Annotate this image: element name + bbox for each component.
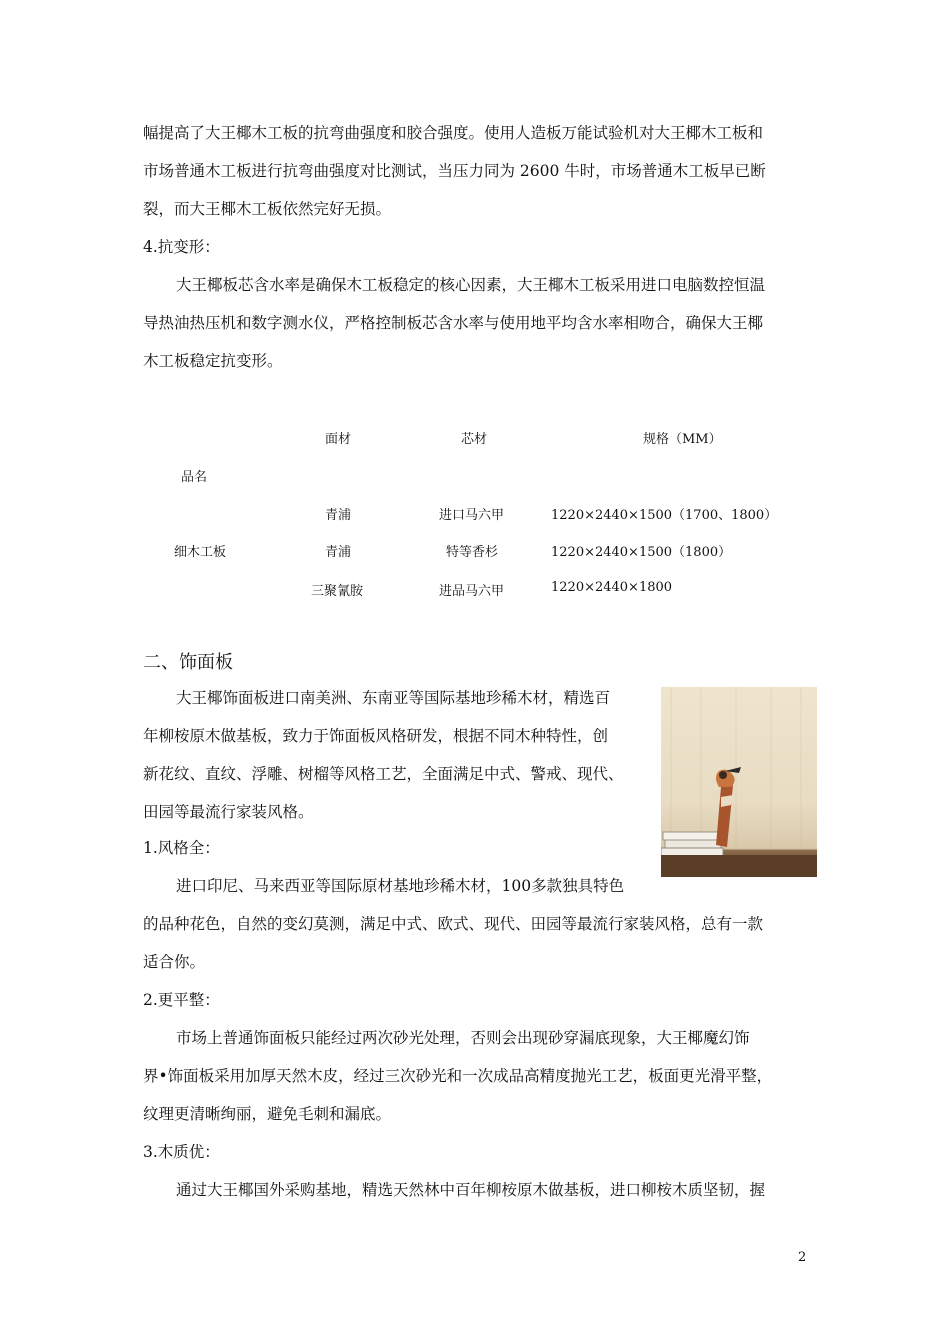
item-heading: 3.木质优： (143, 1143, 220, 1161)
text-line: 裂，而大王椰木工板依然完好无损。 (143, 200, 392, 218)
section-heading: 4.抗变形： (143, 238, 220, 256)
paragraph-strength (143, 114, 823, 228)
section-anti-deformation (143, 228, 823, 380)
table-cell: 青浦 (325, 545, 352, 560)
text-line: 通过大王椰国外采购基地，精选天然林中百年柳桉原木做基板，进口柳桉木质坚韧，握 (176, 1181, 766, 1199)
text-line: 市场上普通饰面板只能经过两次砂光处理，否则会出现砂穿漏底现象，大王椰魔幻饰 (176, 1029, 750, 1047)
table-cell: 1220×2440×1800 (551, 580, 673, 595)
section-heading-veneer: 二、饰面板 (143, 652, 233, 673)
text-line: 界•饰面板采用加厚天然木皮，经过三次砂光和一次成品高精度抛光工艺，板面更光滑平整， (143, 1067, 773, 1085)
table-header-name: 品名 (181, 470, 208, 485)
text-line: 木工板稳定抗变形。 (143, 352, 283, 370)
table-cell: 1220×2440×1500（1800） (551, 545, 732, 560)
text-line: 进口印尼、马来西亚等国际原材基地珍稀木材，100多款独具特色 (176, 877, 625, 895)
text-line: 新花纹、直纹、浮雕、树榴等风格工艺，全面满足中式、警戒、现代、 (143, 765, 624, 783)
item-heading: 2.更平整： (143, 991, 220, 1009)
table-product-name: 细木工板 (174, 545, 227, 560)
item-style (143, 829, 823, 981)
text-line: 的品种花色，自然的变幻莫测，满足中式、欧式、现代、田园等最流行家装风格，总有一款 (143, 915, 764, 933)
text-line: 年柳桉原木做基板，致力于饰面板风格研发，根据不同木种特性，创 (143, 727, 609, 745)
text-line: 幅提高了大王椰木工板的抗弯曲强度和胶合强度。使用人造板万能试验机对大王椰木工板和 (143, 124, 764, 142)
table-header-material: 面材 (325, 432, 352, 447)
page-number: 2 (798, 1250, 807, 1265)
text-line: 市场普通木工板进行抗弯曲强度对比测试，当压力同为 2600 牛时，市场普通木工板早已断 (143, 162, 766, 180)
table-cell: 三聚氰胺 (311, 584, 364, 599)
table-cell: 进口马六甲 (439, 508, 505, 523)
text-line: 适合你。 (143, 953, 206, 971)
paragraph-veneer-intro (143, 679, 663, 831)
text-line: 大王椰饰面板进口南美洲、东南亚等国际基地珍稀木材，精选百 (176, 689, 611, 707)
table-header-spec: 规格（MM） (643, 432, 722, 447)
text-line: 田园等最流行家装风格。 (143, 803, 314, 821)
item-wood-quality (143, 1133, 823, 1209)
table-cell: 1220×2440×1500（1700、1800） (551, 508, 778, 523)
text-line: 大王椰板芯含水率是确保木工板稳定的核心因素，大王椰木工板采用进口电脑数控恒温 (176, 276, 766, 294)
table-header-core: 芯材 (461, 432, 488, 447)
text-line: 纹理更清晰绚丽，避免毛刺和漏底。 (143, 1105, 392, 1123)
table-cell: 青浦 (325, 508, 352, 523)
item-flatness (143, 981, 823, 1133)
item-heading: 1.风格全： (143, 839, 220, 857)
table-cell: 进品马六甲 (439, 584, 505, 599)
table-cell: 特等香杉 (446, 545, 499, 560)
text-line: 导热油热压机和数字测水仪，严格控制板芯含水率与使用地平均含水率相吻合，确保大王椰 (143, 314, 764, 332)
